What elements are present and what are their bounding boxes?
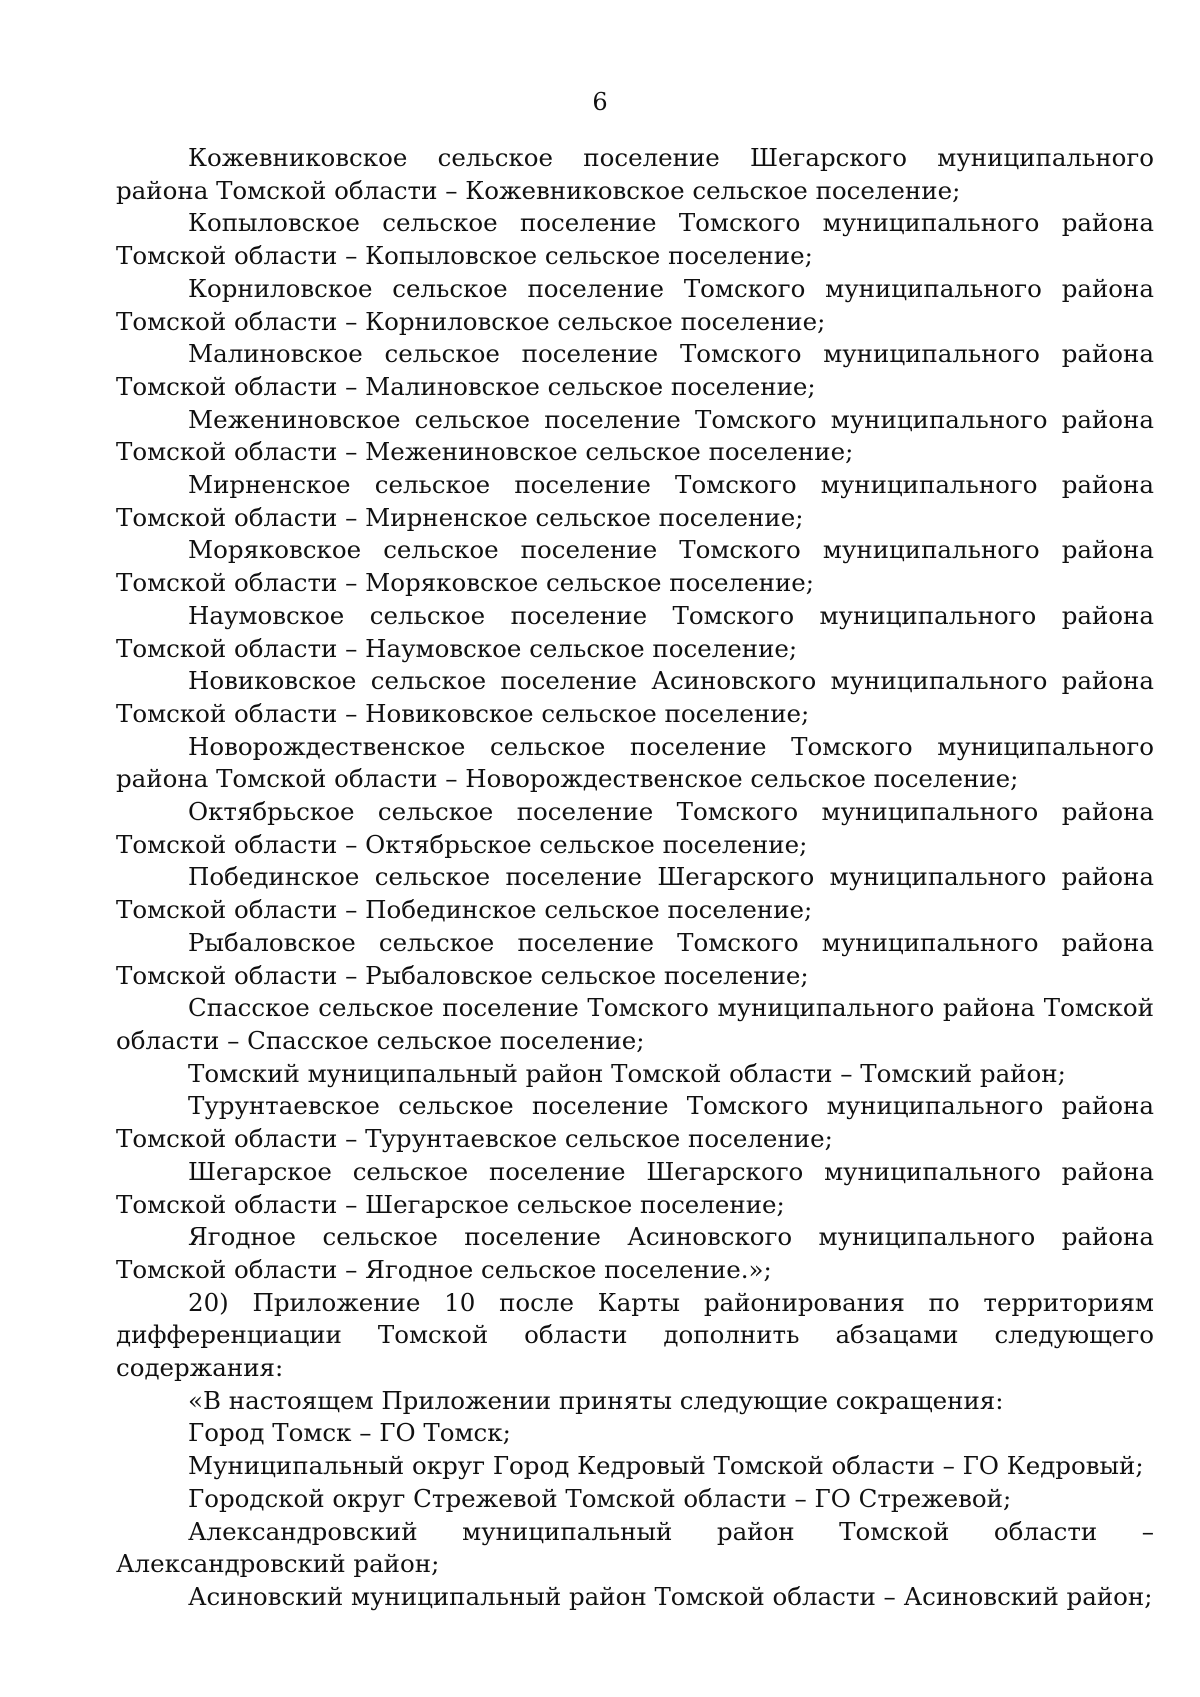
paragraph: Кожевниковское сельское поселение Шегарского муниципального района Томской области – Кожевниковское сельское поселение; [116, 143, 1154, 205]
paragraph: Городской округ Стрежевой Томской области – ГО Стрежевой; [188, 1483, 1012, 1513]
paragraph: Побединское сельское поселение Шегарского муниципального района Томской области – Побединское сельское поселение; [116, 862, 1154, 925]
page-number: 6 [592, 88, 608, 116]
paragraph: 20) Приложение 10 после Карты районирования по территориям дифференциации Томской области дополнить абзацами следующего содержания: [116, 1287, 1154, 1383]
paragraph: Копыловское сельское поселение Томского муниципального района Томской области – Копыловское сельское поселение; [116, 208, 1154, 271]
paragraph: Новиковское сельское поселение Асиновского муниципального района Томской области – Новиковское сельское поселение; [116, 666, 1154, 728]
paragraph: Асиновский муниципальный район Томской области – Асиновский район; [188, 1581, 1153, 1611]
paragraph: Рыбаловское сельское поселение Томского муниципального района Томской области – Рыбаловское сельское поселение; [116, 927, 1154, 990]
paragraph: Александровский муниципальный район Томской области – Александровский район; [116, 1516, 1154, 1579]
paragraph: Корниловское сельское поселение Томского муниципального района Томской области – Корниловское сельское поселение; [116, 273, 1154, 336]
paragraph: Моряковское сельское поселение Томского муниципального района Томской области – Моряковское сельское поселение; [116, 535, 1154, 598]
paragraph: «В настоящем Приложении приняты следующие сокращения: [188, 1385, 1004, 1415]
paragraph: Октябрьское сельское поселение Томского муниципального района Томской области – Октябрьское сельское поселение; [116, 797, 1154, 859]
paragraph: Город Томск – ГО Томск; [188, 1418, 511, 1448]
paragraph: Турунтаевское сельское поселение Томского муниципального района Томской области – Турунтаевское сельское поселение; [116, 1091, 1154, 1154]
document-body [116, 142, 1154, 1614]
paragraph: Малиновское сельское поселение Томского муниципального района Томской области – Малиновское сельское поселение; [116, 339, 1154, 401]
paragraph: Межениновское сельское поселение Томского муниципального района Томской области – Межениновское сельское поселение; [116, 404, 1154, 467]
paragraph: Спасское сельское поселение Томского муниципального района Томской области – Спасское сельское поселение; [116, 993, 1154, 1055]
paragraph: Томский муниципальный район Томской области – Томский район; [188, 1058, 1066, 1088]
paragraph: Мирненское сельское поселение Томского муниципального района Томской области – Мирненское сельское поселение; [116, 470, 1154, 532]
paragraph: Ягодное сельское поселение Асиновского муниципального района Томской области – Ягодное сельское поселение.»; [116, 1222, 1154, 1284]
paragraph: Муниципальный округ Город Кедровый Томской области – ГО Кедровый; [188, 1451, 1144, 1481]
paragraph: Наумовское сельское поселение Томского муниципального района Томской области – Наумовское сельское поселение; [116, 600, 1154, 663]
paragraph: Шегарское сельское поселение Шегарского муниципального района Томской области – Шегарское сельское поселение; [116, 1156, 1154, 1219]
paragraph: Новорождественское сельское поселение Томского муниципального района Томской области – Новорождественское сельское поселение; [116, 731, 1154, 794]
